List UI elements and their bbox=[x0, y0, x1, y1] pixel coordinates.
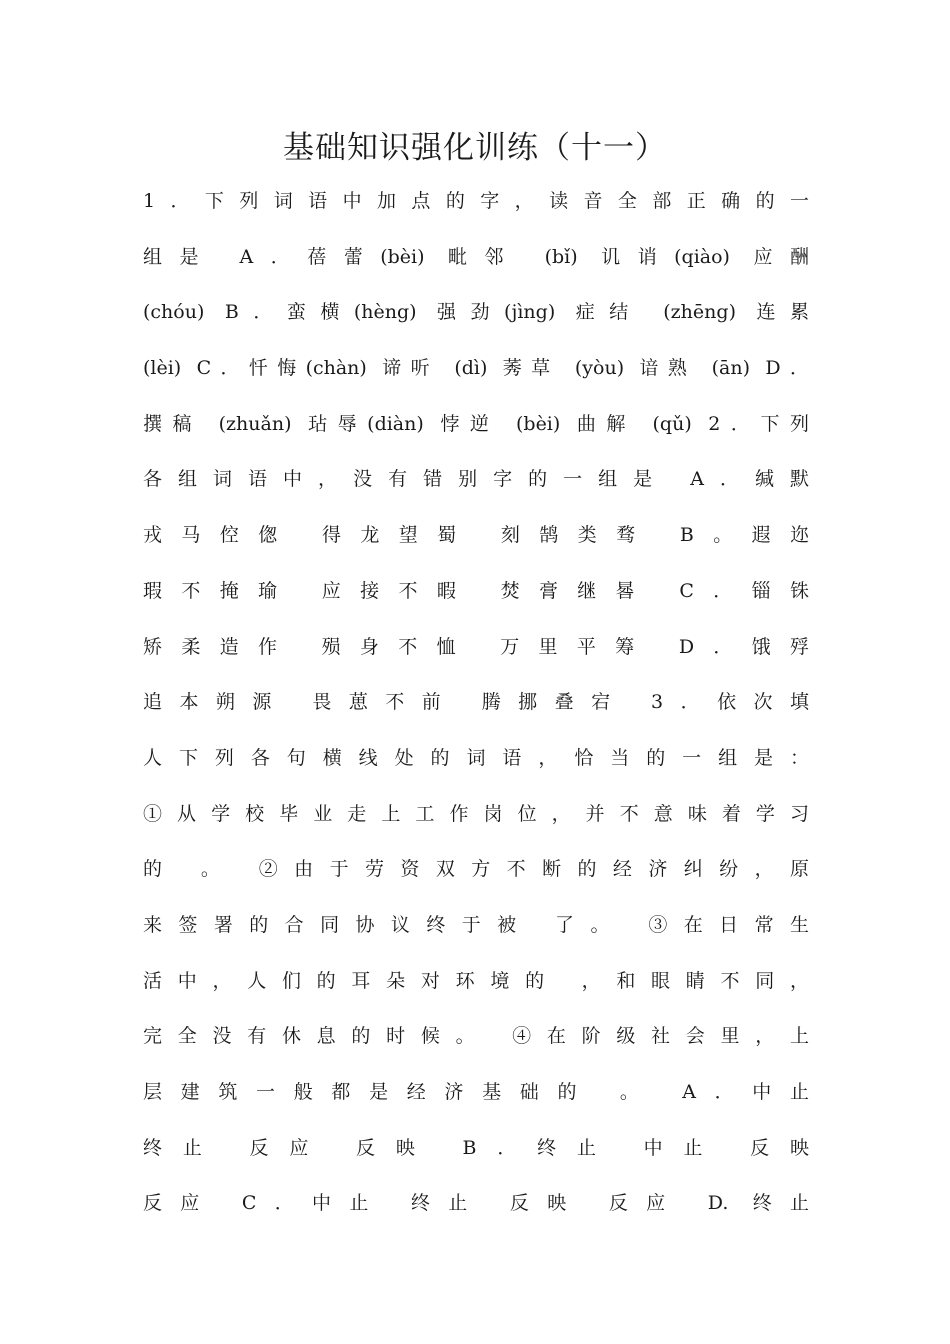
text-line: 终止 反应 反映 B．终止 中止 反映 bbox=[143, 1136, 809, 1159]
text-line: 矫柔造作 殒身不恤 万里平筹 D．饿殍 bbox=[143, 635, 809, 658]
text-line: ①从学校毕业走上工作岗位，并不意味着学习 bbox=[143, 802, 809, 825]
text-line: 人下列各句横线处的词语，恰当的一组是： bbox=[143, 746, 809, 769]
text-line: 来签署的合同协议终于被 了。 ③在日常生 bbox=[143, 913, 809, 936]
question-text bbox=[143, 180, 809, 1238]
text-line: 完全没有休息的时候。 ④在阶级社会里，上 bbox=[143, 1025, 809, 1048]
text-line: 瑕不掩瑜 应接不暇 焚膏继晷 C．锱铢 bbox=[143, 579, 809, 602]
page-title: 基础知识强化训练（十一） bbox=[283, 130, 667, 166]
text-line: 层建筑一般都是经济基础的 。 A．中止 bbox=[143, 1081, 809, 1103]
text-line: 活中，人们的耳朵对环境的 ，和眼睛不同， bbox=[143, 969, 809, 992]
text-line: 的 。 ②由于劳资双方不断的经济纠纷，原 bbox=[143, 858, 809, 881]
text-line: 组是 A．蓓蕾(bèi) 毗邻 (bǐ) 讥诮(qiào) 应酬 bbox=[143, 245, 809, 268]
text-line: 追本朔源 畏葸不前 腾挪叠宕 3．依次填 bbox=[143, 691, 809, 714]
text-line: 各组词语中，没有错别字的一组是 A．缄默 bbox=[143, 468, 809, 491]
text-line: 1．下列词语中加点的字，读音全部正确的一 bbox=[143, 190, 809, 212]
text-line: 撰稿 (zhuǎn) 玷辱(diàn) 悖逆 (bèi) 曲解 (qǔ) 2．下列 bbox=[143, 412, 809, 435]
text-line: (chóu) B．蛮横(hèng) 强劲(jìng) 症结 (zhēng) 连累 bbox=[143, 301, 809, 324]
text-line: (lèi) C．忏悔(chàn) 谛听 (dì) 莠草 (yòu) 谙熟 (ān) D． bbox=[143, 357, 809, 380]
text-line: 反应 C．中止 终止 反映 反应 D. 终止 bbox=[143, 1192, 809, 1215]
text-line: 戎马倥偬 得龙望蜀 刻鹄类骛 B。遐迩 bbox=[143, 524, 809, 547]
